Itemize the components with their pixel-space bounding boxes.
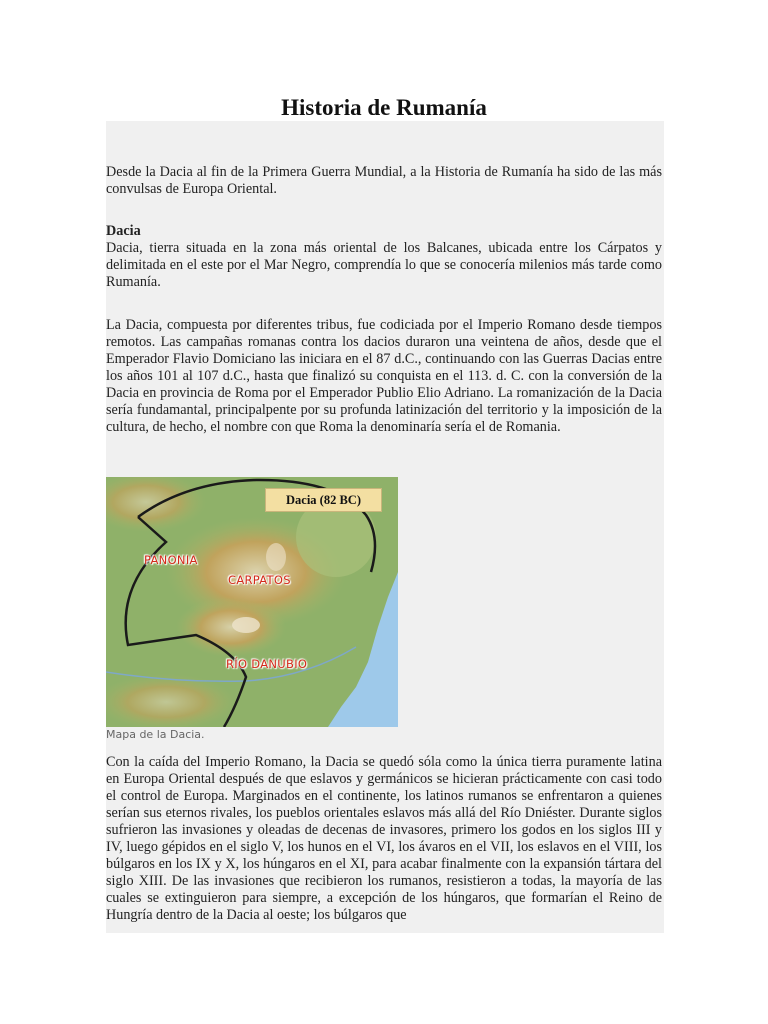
dacia-map <box>106 477 398 727</box>
dacia-map-graphic <box>106 477 398 727</box>
paragraph-dacia-location: Dacia, tierra situada en la zona más oriental de los Balcanes, ubicada entre los Cárpatos y delimitada en el este por el Mar Negro, comprendía lo que se conocería milenios más tarde como Rumanía. <box>106 240 662 290</box>
paragraph-after-rome: Con la caída del Imperio Romano, la Dacia se quedó sóla como la única tierra puramente latina en Europa Oriental después de que eslavos y germánicos se hicieran prácticamente con casi todo el control de Europa. Marginados en el continente, los latinos rumanos se enfrentaron a quienes serían sus eternos rivales, los pueblos orientales eslavos más allá del Río Dniéster. Durante siglos sufrieron las invasiones y oleadas de decenas de invasores, primero los godos en los siglos III y IV, luego gépidos en el siglo V, los hunos en el VI, los ávaros en el VII, los eslavos en el VIII, los búlgaros en los IX y X, los húngaros en el XI, para acabar finalmente con la expansión tártara del siglo XIII. De las invasiones que recibieron los rumanos, resistieron a todas, la mayoría de las cuales se extinguieron para siempre, a excepción de los húngaros, que formarían el Reino de Hungría dentro de la Dacia al oeste; los búlgaros que <box>106 754 662 923</box>
document-body <box>106 121 664 933</box>
map-caption: Mapa de la Dacia. <box>106 728 205 741</box>
map-label-panonia: PANONIA <box>144 553 198 567</box>
map-label-carpatos: CARPATOS <box>228 573 291 587</box>
page-title: Historia de Rumanía <box>281 95 487 120</box>
paragraph-roman-conquest: La Dacia, compuesta por diferentes tribus, fue codiciada por el Imperio Romano desde tiempos remotos. Las campañas romanas contra los dacios duraron una veintena de años, desde que el Emperador Flavio Domiciano las iniciara en el 87 d.C., continuando con las Guerras Dacias entre los años 101 al 107 d.C., hasta que finalizó su conquista en el 113. d. C. con la conversión de la Dacia en provincia de Roma por el Emperador Publio Elio Adriano. La romanización de la Dacia sería fundamantal, principalpente por su profunda latinización del territorio y la imposición de la cultura, de hecho, el nombre con que Roma la denominaría sería el de Romania. <box>106 317 662 435</box>
map-title: Dacia (82 BC) <box>265 488 382 512</box>
map-label-danubio: RÍO DANUBIO <box>226 657 308 671</box>
section-heading: Dacia <box>106 223 141 239</box>
intro-paragraph: Desde la Dacia al fin de la Primera Guerra Mundial, a la Historia de Rumanía ha sido de las más convulsas de Europa Oriental. <box>106 164 662 197</box>
